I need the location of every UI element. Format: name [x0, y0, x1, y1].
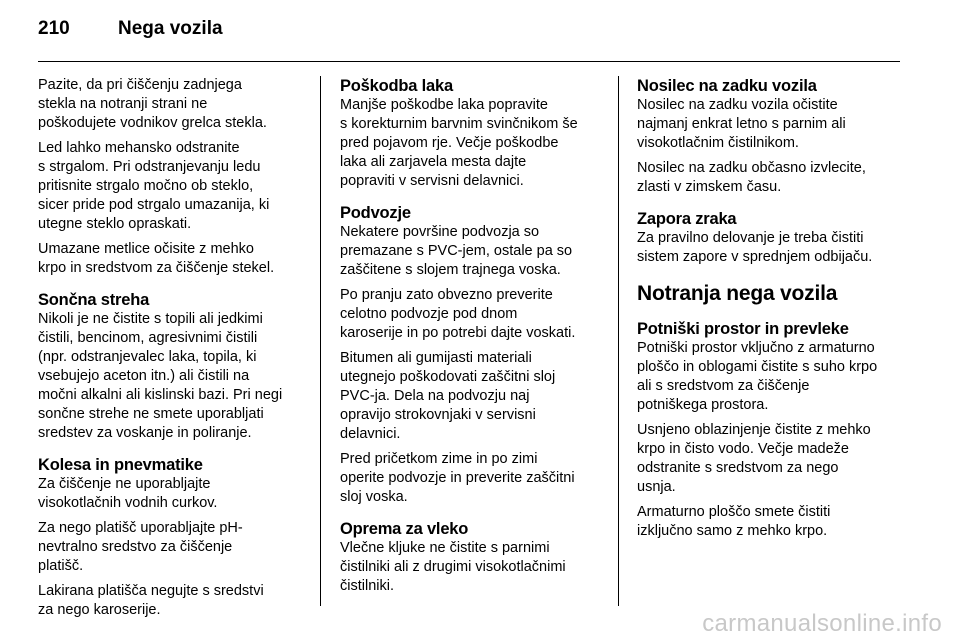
paragraph: Potniški prostor vključno z armaturno ploščo in oblogami čistite s suho krpo ali s sredstvom za čiščenje potniškega prostora.: [637, 340, 878, 413]
subsection-heading: Potniški prostor in prevleke: [637, 320, 849, 338]
subsection-heading: Podvozje: [340, 204, 411, 222]
paragraph: Armaturno ploščo smete čistiti izključno samo z mehko krpo.: [637, 504, 831, 539]
column-divider-2: [618, 76, 619, 606]
paragraph: Manjše poškodbe laka popravite s korekturnim barvnim svinčnikom še pred pojavom rje. Večje poškodbe laka ali zarjavela mesta dajte popraviti v servisni delavnici.: [340, 97, 578, 189]
subsection-heading: Zapora zraka: [637, 210, 737, 228]
page-title: Nega vozila: [118, 18, 223, 39]
paragraph: Led lahko mehansko odstranite s strgalom. Pri odstranjevanju ledu pritisnite strgalo močno ob steklo, sicer pride pod strgalo umazanija, ki utegne steklo opraskati.: [38, 140, 270, 232]
paragraph: Umazane metlice očisite z mehko krpo in sredstvom za čiščenje stekel.: [38, 241, 275, 276]
paragraph: Vlečne kljuke ne čistite s parnimi čistilniki ali z drugimi visokotlačnimi čistilniki.: [340, 540, 566, 594]
subsection-heading: Kolesa in pnevmatike: [38, 456, 203, 474]
paragraph: Usnjeno oblazinjenje čistite z mehko krpo in čisto vodo. Večje madeže odstranite s sredstvom za nego usnja.: [637, 422, 871, 495]
page-number: 210: [38, 18, 70, 39]
column-1: [38, 76, 304, 626]
paragraph: Bitumen ali gumijasti materiali utegnejo poškodovati zaščitni sloj PVC-ja. Dela na podvozju naj opravijo strokovnjaki v servisni delavnici.: [340, 350, 556, 442]
column-3: [637, 76, 903, 547]
header-rule: [38, 61, 900, 62]
paragraph: Pazite, da pri čiščenju zadnjega stekla na notranji strani ne poškodujete vodnikov grelca stekla.: [38, 77, 267, 131]
paragraph: Pred pričetkom zime in po zimi operite podvozje in preverite zaščitni sloj voska.: [340, 451, 575, 505]
paragraph: Za pravilno delovanje je treba čistiti sistem zapore v sprednjem odbijaču.: [637, 230, 873, 265]
paragraph: Nikoli je ne čistite s topili ali jedkimi čistili, bencinom, agresivnimi čistili (npr. odstranjevalec laka, topila, ki vsebujejo aceton itn.) ali čistili na močni alkalni ali kislinski bazi. Pri negi sončne strehe ne smete uporabljati sredstev za voskanje in poliranje.: [38, 311, 283, 441]
paragraph: Lakirana platišča negujte s sredstvi za nego karoserije.: [38, 583, 264, 618]
section-heading: Notranja nega vozila: [637, 282, 838, 305]
paragraph: Za nego platišč uporabljajte pH- nevtralno sredstvo za čiščenje platišč.: [38, 520, 243, 574]
subsection-heading: Nosilec na zadku vozila: [637, 77, 817, 95]
page-header: [38, 18, 223, 48]
subsection-heading: Poškodba laka: [340, 77, 453, 95]
watermark: carmanualsonline.info: [702, 610, 942, 637]
paragraph: Po pranju zato obvezno preverite celotno podvozje pod dnom karoserije in po potrebi dajte voskati.: [340, 287, 576, 341]
paragraph: Nosilec na zadku vozila očistite najmanj enkrat letno s parnim ali visokotlačnim čistilnikom.: [637, 97, 846, 151]
paragraph: Nosilec na zadku občasno izvlecite, zlasti v zimskem času.: [637, 160, 866, 195]
paragraph: Za čiščenje ne uporabljajte visokotlačnih vodnih curkov.: [38, 476, 218, 511]
subsection-heading: Sončna streha: [38, 291, 150, 309]
subsection-heading: Oprema za vleko: [340, 520, 469, 538]
column-divider-1: [320, 76, 321, 606]
paragraph: Nekatere površine podvozja so premazane s PVC-jem, ostale pa so zaščitene s slojem trajnega voska.: [340, 224, 573, 278]
column-2: [340, 76, 606, 602]
